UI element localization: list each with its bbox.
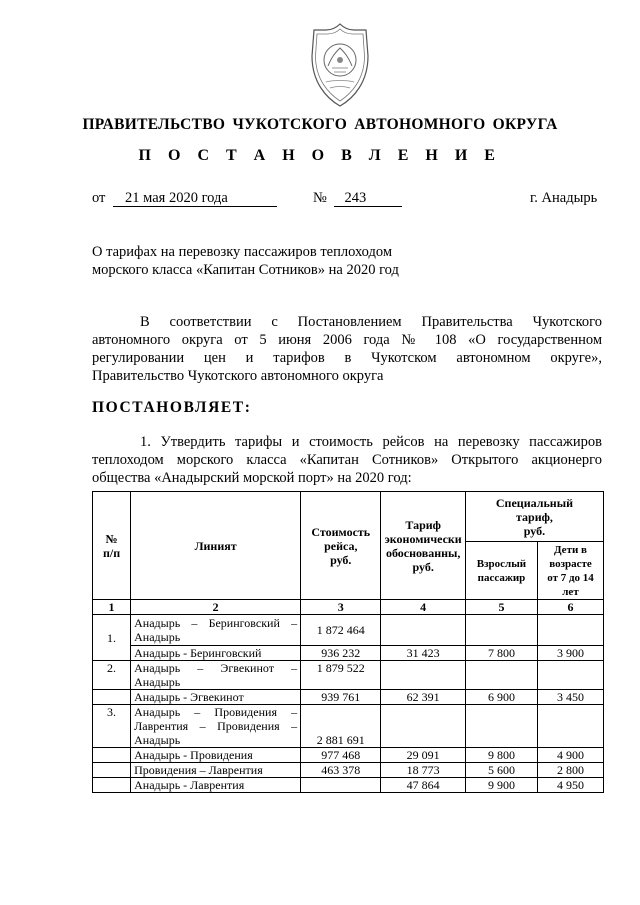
header-number: № п/п <box>93 492 131 600</box>
route-cell: Анадырь - Беринговский <box>131 646 301 661</box>
preamble <box>92 313 602 385</box>
column-index-row: 1 2 3 4 5 6 <box>93 600 604 615</box>
government-title: ПРАВИТЕЛЬСТВО ЧУКОТСКОГО АВТОНОМНОГО ОКРУГА <box>82 116 558 133</box>
cost-cell: 936 232 <box>301 646 381 661</box>
table-row <box>93 661 604 690</box>
table-row <box>93 646 604 661</box>
document-subject <box>92 243 399 279</box>
date-prefix: от <box>92 190 106 206</box>
cost-cell: 1 872 464 <box>301 615 381 646</box>
subject-line: морского класса «Капитан Сотников» на 2020 год <box>92 262 399 278</box>
city: г. Анадырь <box>530 190 598 206</box>
route-cell: Анадырь - Эгвекинот <box>131 690 301 705</box>
cost-cell: 1 879 522 <box>301 661 381 690</box>
row-number: 1. <box>93 615 131 661</box>
preamble-line: Правительство Чукотского автономного округа <box>92 368 384 384</box>
number-prefix: № <box>313 190 327 206</box>
route-cell: Анадырь - Лаврентия <box>131 778 301 793</box>
route-cell: Анадырь - Провидения <box>131 748 301 763</box>
preamble-line: регулировании цен и тарифов в Чукотском автономном округе», <box>92 350 602 366</box>
child-cell: 4 900 <box>538 748 604 763</box>
table-row <box>93 690 604 705</box>
adult-cell: 9 800 <box>465 748 537 763</box>
route-cell: Анадырь – Беринговский – Анадырь <box>131 615 301 646</box>
document-type: П О С Т А Н О В Л Е Н И Е <box>138 147 502 164</box>
child-cell: 2 800 <box>538 763 604 778</box>
item-line: 1. Утвердить тарифы и стоимость рейсов на перевозку пассажиров <box>140 434 602 450</box>
table-row <box>93 763 604 778</box>
header-special-tariff: Специальный тариф, руб. <box>465 492 603 542</box>
adult-cell: 9 900 <box>465 778 537 793</box>
child-cell: 4 950 <box>538 778 604 793</box>
route-cell: Провидения – Лаврентия <box>131 763 301 778</box>
item-1 <box>92 433 602 487</box>
resolves-heading: ПОСТАНОВЛЯЕТ: <box>92 399 252 416</box>
tariff-cell: 62 391 <box>381 690 465 705</box>
number-block <box>313 190 402 207</box>
chukotka-coat-of-arms-icon <box>302 22 378 108</box>
child-cell: 3 450 <box>538 690 604 705</box>
tariff-cell: 29 091 <box>381 748 465 763</box>
preamble-line: автономного округа от 5 июня 2006 года № 108 «О государственном <box>92 332 602 348</box>
item-line: общества «Анадырский морской порт» на 2020 год: <box>92 470 412 486</box>
table-row <box>93 705 604 748</box>
adult-cell: 7 800 <box>465 646 537 661</box>
cost-cell: 977 468 <box>301 748 381 763</box>
route-cell: Анадырь – Провидения – Лаврентия – Провидения – Анадырь <box>131 705 301 748</box>
table-row <box>93 778 604 793</box>
row-number: 2. <box>93 661 131 690</box>
header-adult: Взрослый пассажир <box>465 542 537 600</box>
header-line: Линият <box>131 492 301 600</box>
route-cell: Анадырь – Эгвекинот – Анадырь <box>131 661 301 690</box>
subject-line: О тарифах на перевозку пассажиров теплоходом <box>92 244 393 260</box>
table-row <box>93 748 604 763</box>
cost-cell: 2 881 691 <box>301 705 381 748</box>
date-block <box>92 190 277 207</box>
cost-cell: 463 378 <box>301 763 381 778</box>
document-date: 21 мая 2020 года <box>113 191 277 207</box>
item-line: теплоходом морского класса «Капитан Сотников» Открытого акционерго <box>92 452 602 468</box>
tariff-cell: 18 773 <box>381 763 465 778</box>
tariffs-table <box>92 491 604 793</box>
header-tariff: Тариф экономически обоснованны, руб. <box>381 492 465 600</box>
table-row <box>93 615 604 646</box>
document-number: 243 <box>334 191 402 207</box>
row-number: 3. <box>93 705 131 748</box>
preamble-line: В соответствии с Постановлением Правительства Чукотского <box>140 314 602 330</box>
adult-cell: 5 600 <box>465 763 537 778</box>
child-cell: 3 900 <box>538 646 604 661</box>
tariff-cell: 47 864 <box>381 778 465 793</box>
tariff-cell: 31 423 <box>381 646 465 661</box>
header-cost: Стоимость рейса, руб. <box>301 492 381 600</box>
cost-cell: 939 761 <box>301 690 381 705</box>
header-child: Дети в возрасте от 7 до 14 лет <box>538 542 604 600</box>
cost-cell <box>301 778 381 793</box>
adult-cell: 6 900 <box>465 690 537 705</box>
